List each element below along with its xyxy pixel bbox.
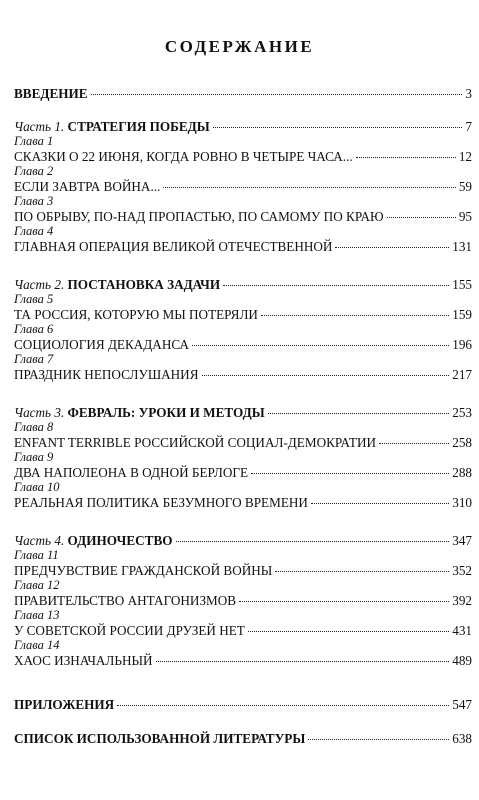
- page-number: 547: [452, 697, 472, 712]
- dot-leader: [356, 157, 456, 158]
- dot-leader: [202, 375, 450, 376]
- dot-leader: [248, 631, 449, 632]
- toc-entry-title: СПИСОК ИСПОЛЬЗОВАННОЙ ЛИТЕРАТУРЫ: [14, 731, 306, 746]
- page-number: 489: [452, 653, 472, 668]
- dot-leader: [275, 571, 449, 572]
- part-title: ФЕВРАЛЬ: УРОКИ И МЕТОДЫ: [67, 405, 265, 420]
- part-label: Часть 1.: [14, 119, 65, 134]
- dot-leader: [91, 94, 463, 95]
- chapter-label: Глава 3: [14, 194, 54, 208]
- part-title: ОДИНОЧЕСТВО: [67, 533, 173, 548]
- toc-part-2[interactable]: [14, 277, 472, 292]
- chapter-label: Глава 2: [14, 164, 54, 178]
- part-label: Часть 2.: [14, 277, 65, 292]
- page-number: 3: [465, 86, 472, 101]
- dot-leader: [387, 217, 456, 218]
- page-number: 59: [458, 179, 472, 194]
- toc-entry-title: ПРИЛОЖЕНИЯ: [14, 697, 115, 712]
- toc-chapter-3[interactable]: [14, 209, 472, 224]
- chapter-title: ТА РОССИЯ, КОТОРУЮ МЫ ПОТЕРЯЛИ: [14, 307, 258, 322]
- chapter-label: Глава 4: [14, 224, 54, 238]
- chapter-title: ENFANT TERRIBLE РОССИЙСКОЙ СОЦИАЛ-ДЕМОКРАТИИ: [14, 435, 377, 450]
- dot-leader: [223, 285, 449, 286]
- chapter-label: Глава 14: [14, 638, 60, 652]
- dot-leader: [268, 413, 450, 414]
- chapter-label: Глава 6: [14, 322, 54, 336]
- toc-chapter-2[interactable]: [14, 179, 472, 194]
- toc-chapter-10[interactable]: [14, 495, 472, 510]
- chapter-title: ПРЕДЧУВСТВИЕ ГРАЖДАНСКОЙ ВОЙНЫ: [14, 563, 273, 578]
- toc-chapter-5[interactable]: [14, 307, 472, 322]
- dot-leader: [251, 473, 449, 474]
- chapter-label: Глава 7: [14, 352, 54, 366]
- chapter-label: Глава 11: [14, 548, 59, 562]
- toc-part-4[interactable]: [14, 533, 472, 548]
- page-number: 638: [452, 731, 472, 746]
- page-number: 431: [452, 623, 472, 638]
- toc-chapter-13[interactable]: [14, 623, 472, 638]
- page-number: 12: [458, 149, 472, 164]
- dot-leader: [261, 315, 449, 316]
- chapter-title: ДВА НАПОЛЕОНА В ОДНОЙ БЕРЛОГЕ: [14, 465, 249, 480]
- page-number: 95: [458, 209, 472, 224]
- dot-leader: [117, 705, 449, 706]
- toc-entry-appendix[interactable]: [14, 697, 472, 712]
- part-label: Часть 3.: [14, 405, 65, 420]
- dot-leader: [335, 247, 449, 248]
- page-number: 217: [452, 367, 472, 382]
- dot-leader: [156, 661, 450, 662]
- toc-chapter-12[interactable]: [14, 593, 472, 608]
- toc-part-3[interactable]: [14, 405, 472, 420]
- chapter-title: ПРАВИТЕЛЬСТВО АНТАГОНИЗМОВ: [14, 593, 237, 608]
- page-number: 159: [452, 307, 472, 322]
- toc-chapter-11[interactable]: [14, 563, 472, 578]
- dot-leader: [311, 503, 449, 504]
- page-number: 347: [452, 533, 472, 548]
- toc-entry-intro[interactable]: [14, 86, 472, 101]
- chapter-title: ПО ОБРЫВУ, ПО-НАД ПРОПАСТЬЮ, ПО САМОМУ ПО КРАЮ: [14, 209, 384, 224]
- chapter-label: Глава 1: [14, 134, 54, 148]
- dot-leader: [163, 187, 455, 188]
- toc-chapter-4[interactable]: [14, 239, 472, 254]
- toc-part-1[interactable]: [14, 119, 472, 134]
- dot-leader: [379, 443, 449, 444]
- chapter-title: ПРАЗДНИК НЕПОСЛУШАНИЯ: [14, 367, 199, 382]
- page-number: 155: [452, 277, 472, 292]
- toc-chapter-1[interactable]: [14, 149, 472, 164]
- chapter-title: ЕСЛИ ЗАВТРА ВОЙНА...: [14, 179, 161, 194]
- chapter-title: РЕАЛЬНАЯ ПОЛИТИКА БЕЗУМНОГО ВРЕМЕНИ: [14, 495, 308, 510]
- toc-entry-bibliography[interactable]: [14, 731, 472, 746]
- chapter-title: У СОВЕТСКОЙ РОССИИ ДРУЗЕЙ НЕТ: [14, 623, 245, 638]
- dot-leader: [176, 541, 450, 542]
- chapter-title: СОЦИОЛОГИЯ ДЕКАДАНСА: [14, 337, 190, 352]
- toc-chapter-8[interactable]: [14, 435, 472, 450]
- chapter-title: ГЛАВНАЯ ОПЕРАЦИЯ ВЕЛИКОЙ ОТЕЧЕСТВЕННОЙ: [14, 239, 333, 254]
- toc-entry-title: ВВЕДЕНИЕ: [14, 86, 88, 101]
- dot-leader: [239, 601, 449, 602]
- chapter-label: Глава 5: [14, 292, 54, 306]
- toc-chapter-14[interactable]: [14, 653, 472, 668]
- page-number: 258: [452, 435, 472, 450]
- part-label: Часть 4.: [14, 533, 65, 548]
- dot-leader: [308, 739, 449, 740]
- chapter-label: Глава 8: [14, 420, 54, 434]
- chapter-label: Глава 9: [14, 450, 54, 464]
- page-number: 253: [452, 405, 472, 420]
- page-number: 196: [452, 337, 472, 352]
- page-number: 352: [452, 563, 472, 578]
- page-title: СОДЕРЖАНИЕ: [164, 37, 315, 56]
- toc-chapter-6[interactable]: [14, 337, 472, 352]
- page-number: 288: [452, 465, 472, 480]
- part-title: СТРАТЕГИЯ ПОБЕДЫ: [67, 119, 210, 134]
- chapter-label: Глава 13: [14, 608, 60, 622]
- page-number: 310: [452, 495, 472, 510]
- chapter-title: СКАЗКИ О 22 ИЮНЯ, КОГДА РОВНО В ЧЕТЫРЕ ЧАСА...: [14, 149, 353, 164]
- page-number: 392: [452, 593, 472, 608]
- dot-leader: [213, 127, 463, 128]
- toc-chapter-9[interactable]: [14, 465, 472, 480]
- part-title: ПОСТАНОВКА ЗАДАЧИ: [67, 277, 221, 292]
- chapter-label: Глава 10: [14, 480, 60, 494]
- chapter-label: Глава 12: [14, 578, 60, 592]
- page-number: 131: [452, 239, 472, 254]
- chapter-title: ХАОС ИЗНАЧАЛЬНЫЙ: [14, 653, 153, 668]
- page-number: 7: [465, 119, 472, 134]
- dot-leader: [192, 345, 449, 346]
- toc-chapter-7[interactable]: [14, 367, 472, 382]
